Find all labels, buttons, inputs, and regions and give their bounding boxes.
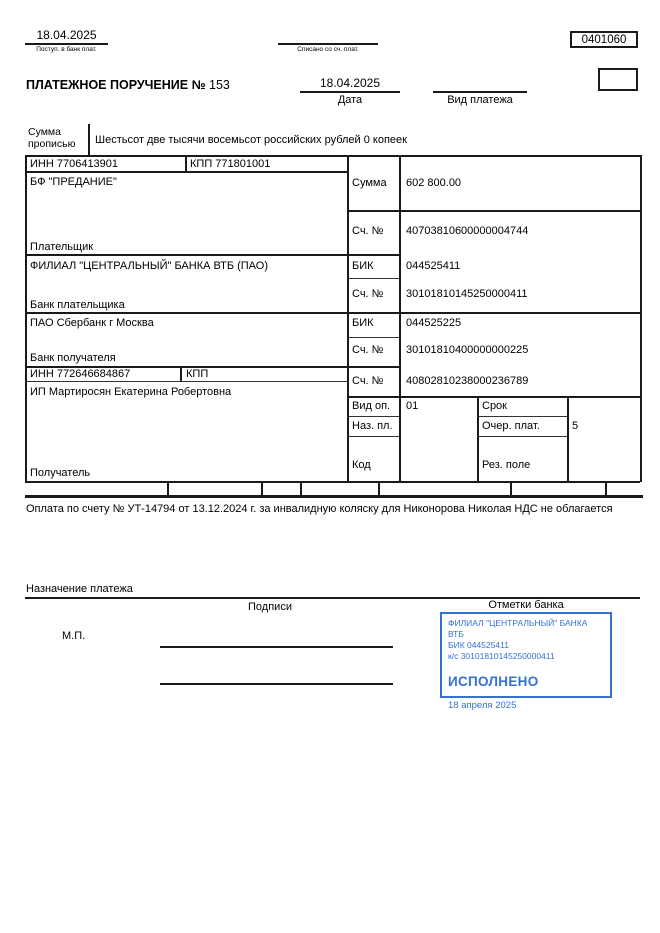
payment-purpose-caption: Назначение платежа	[26, 583, 133, 595]
table-line	[640, 155, 642, 482]
table-line	[347, 396, 640, 398]
payer-inn: ИНН 7706413901	[30, 158, 119, 170]
payment-type-box	[598, 68, 638, 91]
priority-value: 5	[572, 420, 579, 432]
table-line	[477, 436, 567, 437]
table-line	[25, 495, 643, 498]
table-line	[180, 366, 182, 381]
signature-line	[160, 646, 393, 648]
payment-purpose-text: Оплата по счету № УТ-14794 от 13.12.2024 г. за инвалидную коляску для Никонорова Николая НДС не облагается	[26, 503, 613, 515]
signatures-caption: Подписи	[248, 601, 292, 613]
receiver-account-value: 40802810238000236789	[406, 375, 529, 387]
date-line	[300, 91, 400, 93]
table-line	[510, 481, 512, 495]
payment-type-line	[433, 91, 527, 93]
payer-account-label: Сч. №	[352, 225, 384, 237]
table-line	[25, 155, 27, 482]
divider	[88, 124, 90, 155]
table-line	[25, 381, 347, 382]
payer-caption: Плательщик	[30, 241, 94, 253]
table-line	[300, 481, 302, 495]
table-line	[347, 416, 399, 417]
title-text: ПЛАТЕЖНОЕ ПОРУЧЕНИЕ №	[26, 78, 206, 92]
code-label: Код	[352, 459, 371, 471]
bank-marks-caption: Отметки банка	[488, 599, 564, 611]
receiver-bank-corr-value: 30101810400000000225	[406, 344, 529, 356]
receiver-inn: ИНН 772646684867	[30, 368, 131, 380]
table-line	[25, 171, 347, 173]
table-line	[261, 481, 263, 495]
received-date: 18.04.2025	[36, 28, 97, 42]
op-type-value: 01	[406, 400, 419, 412]
stamp-date: 18 апреля 2025	[448, 699, 517, 711]
stamp-bik: БИК 044525411	[448, 640, 509, 651]
receiver-kpp-label: КПП	[186, 368, 209, 380]
table-line	[25, 155, 640, 157]
payer-bank-name: ФИЛИАЛ "ЦЕНТРАЛЬНЫЙ" БАНКА ВТБ (ПАО)	[30, 260, 268, 272]
form-code-box	[570, 31, 638, 48]
payment-type-caption: Вид платежа	[447, 94, 513, 106]
debited-caption: Списано со сч. плат.	[297, 46, 359, 53]
table-line	[347, 155, 349, 482]
table-line	[605, 481, 607, 495]
receiver-caption: Получатель	[30, 467, 91, 479]
form-code: 0401060	[581, 34, 627, 46]
stamp-bank-name: ФИЛИАЛ "ЦЕНТРАЛЬНЫЙ" БАНКА ВТБ	[448, 618, 588, 640]
term-label: Срок	[482, 400, 507, 412]
payer-bank-bik-value: 044525411	[406, 260, 461, 272]
table-line	[25, 254, 399, 256]
receiver-bank-bik-value: 044525225	[406, 317, 462, 329]
table-line	[399, 155, 401, 482]
bank-stamp	[440, 612, 612, 711]
table-line	[167, 481, 169, 495]
amount-words-value: Шестьсот две тысячи восемьсот российских рублей 0 копеек	[95, 134, 407, 146]
table-line	[347, 210, 640, 212]
payer-name: БФ "ПРЕДАНИЕ"	[30, 176, 117, 188]
receiver-bank-corr-label: Сч. №	[352, 344, 384, 356]
table-line	[25, 481, 640, 483]
receiver-account-label: Сч. №	[352, 375, 384, 387]
table-line	[567, 396, 569, 482]
receiver-name: ИП Мартиросян Екатерина Робертовна	[30, 386, 232, 398]
received-date-caption: Поступ. в банк плат.	[36, 46, 97, 53]
table-line	[378, 481, 380, 495]
payer-account-value: 40703810600000004744	[406, 225, 529, 237]
amount-words-label: Сумма прописью	[28, 126, 76, 150]
payer-bank-corr-label: Сч. №	[352, 288, 384, 300]
priority-label: Очер. плат.	[482, 420, 540, 432]
payer-kpp: КПП 771801001	[190, 158, 271, 170]
document-number: 153	[209, 78, 230, 92]
stamp-status: ИСПОЛНЕНО	[448, 674, 539, 690]
date-caption: Дата	[337, 94, 363, 106]
amount-label: Сумма	[352, 177, 387, 189]
purpose-code-label: Наз. пл.	[352, 420, 393, 432]
receiver-bank-caption: Банк получателя	[30, 352, 116, 364]
receiver-bank-bik-label: БИК	[352, 317, 374, 329]
payer-bank-caption: Банк плательщика	[30, 299, 125, 311]
table-line	[477, 416, 567, 417]
signature-line	[160, 683, 393, 685]
table-line	[347, 278, 399, 279]
stamp-corr: к/с 30101810145250000411	[448, 651, 555, 662]
table-line	[477, 396, 479, 482]
op-type-label: Вид оп.	[352, 400, 391, 412]
table-line	[347, 337, 399, 338]
payer-bank-corr-value: 30101810145250000411	[406, 288, 528, 300]
debited-line	[278, 43, 378, 45]
table-line	[347, 436, 399, 437]
amount-value: 602 800.00	[406, 177, 462, 189]
table-line	[25, 312, 640, 314]
document-title	[26, 78, 230, 92]
table-line	[185, 155, 187, 171]
document-date: 18.04.2025	[319, 76, 381, 90]
stamp-place-label: М.П.	[62, 630, 86, 642]
payer-bank-bik-label: БИК	[352, 260, 374, 272]
reserve-field-label: Рез. поле	[482, 459, 531, 471]
receiver-bank-name: ПАО Сбербанк г Москва	[30, 317, 154, 329]
received-date-line	[25, 43, 108, 45]
